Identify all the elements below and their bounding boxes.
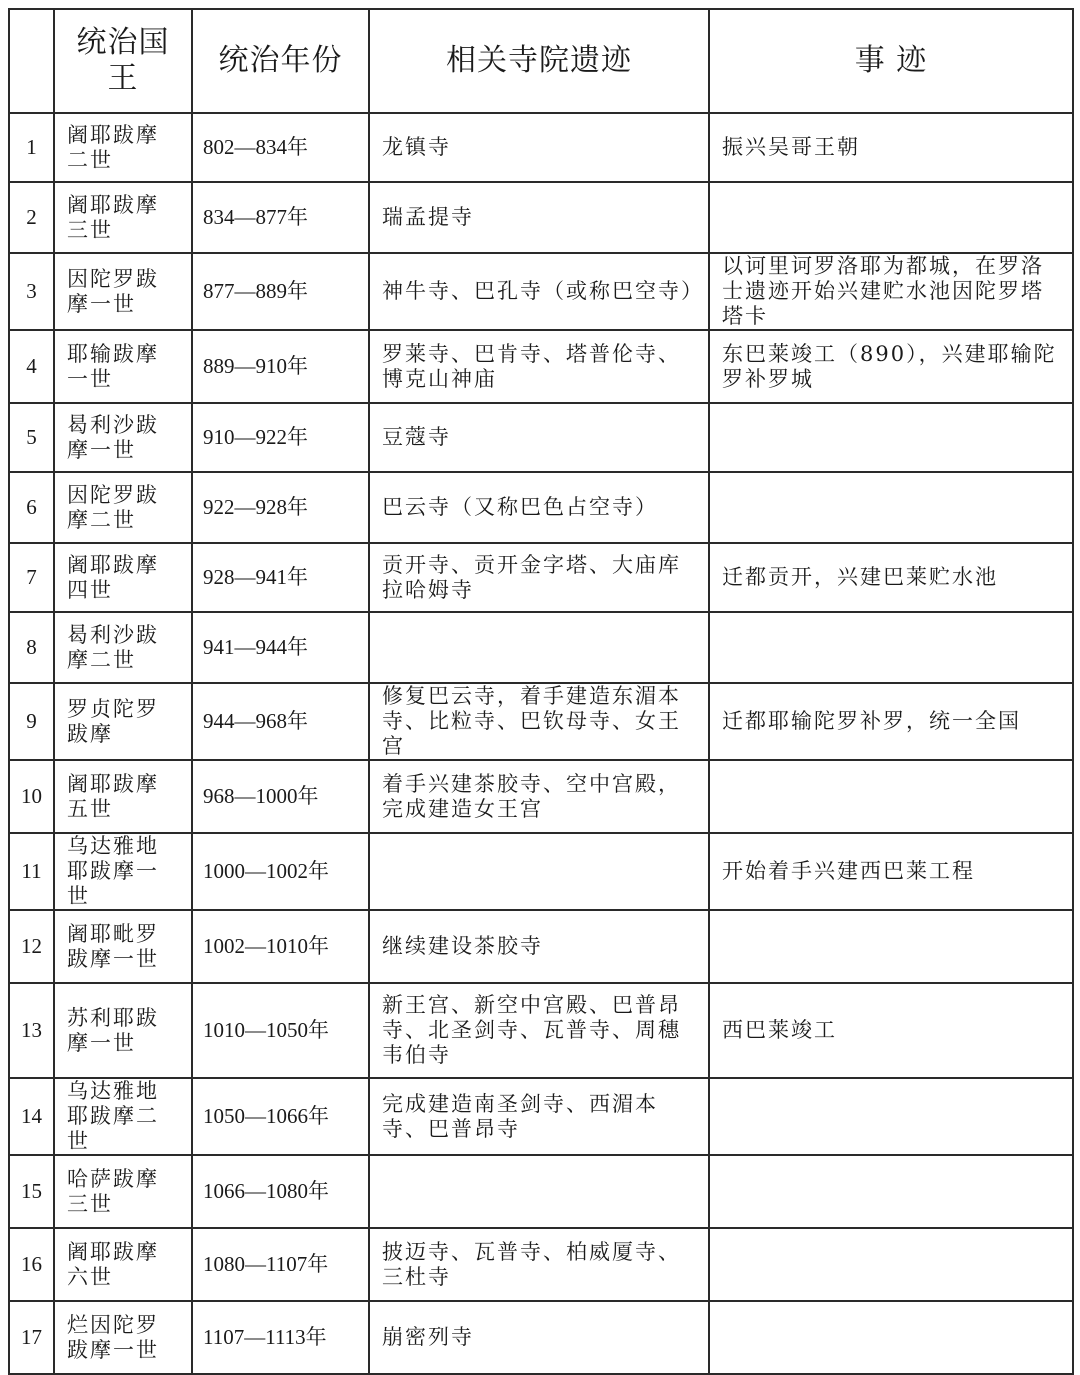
row-temples: 崩密列寺 [369,1301,709,1374]
row-deeds [709,472,1073,543]
row-years: 1107—1113年 [192,1301,369,1374]
table-row [9,612,1073,683]
row-king: 苏利耶跋摩一世 [54,983,192,1078]
row-temples: 龙镇寺 [369,113,709,182]
header-deeds: 事 迹 [709,9,1073,113]
row-temples: 新王宫、新空中宫殿、巴普昂寺、北圣剑寺、瓦普寺、周穗韦伯寺 [369,983,709,1078]
table-row [9,330,1073,403]
row-temples: 披迈寺、瓦普寺、柏威厦寺、三杜寺 [369,1228,709,1301]
table-row [9,543,1073,612]
table-row [9,113,1073,182]
row-index: 7 [9,543,54,612]
row-deeds [709,612,1073,683]
row-index: 11 [9,833,54,910]
row-king: 曷利沙跋摩二世 [54,612,192,683]
row-temples: 继续建设茶胶寺 [369,910,709,983]
row-index: 3 [9,253,54,330]
row-deeds: 迁都耶输陀罗补罗，统一全国 [709,683,1073,760]
row-years: 1010—1050年 [192,983,369,1078]
header-temples: 相关寺院遗迹 [369,9,709,113]
row-deeds [709,910,1073,983]
row-deeds [709,403,1073,472]
row-index: 2 [9,182,54,253]
row-years: 834—877年 [192,182,369,253]
table-row [9,760,1073,833]
row-years: 877—889年 [192,253,369,330]
row-king: 阇耶跋摩五世 [54,760,192,833]
row-index: 6 [9,472,54,543]
row-years: 889—910年 [192,330,369,403]
row-king: 哈萨跋摩三世 [54,1155,192,1228]
row-temples: 着手兴建茶胶寺、空中宫殿，完成建造女王宫 [369,760,709,833]
row-temples: 巴云寺（又称巴色占空寺） [369,472,709,543]
row-deeds: 迁都贡开，兴建巴莱贮水池 [709,543,1073,612]
row-king: 阇耶跋摩六世 [54,1228,192,1301]
header-row [9,9,1073,113]
row-king: 罗贞陀罗跋摩 [54,683,192,760]
row-temples [369,1155,709,1228]
row-temples: 罗莱寺、巴肯寺、塔普伦寺、博克山神庙 [369,330,709,403]
row-index: 13 [9,983,54,1078]
row-temples: 瑞孟提寺 [369,182,709,253]
table-header [9,9,1073,113]
table-row [9,403,1073,472]
table-row [9,253,1073,330]
row-deeds: 以诃里诃罗洛耶为都城，在罗洛士遗迹开始兴建贮水池因陀罗塔塔卡 [709,253,1073,330]
table-row [9,983,1073,1078]
row-temples [369,612,709,683]
row-index: 8 [9,612,54,683]
row-king: 耶输跋摩一世 [54,330,192,403]
row-deeds [709,760,1073,833]
row-king: 烂因陀罗跋摩一世 [54,1301,192,1374]
table-row [9,833,1073,910]
table-row [9,1228,1073,1301]
row-deeds [709,1228,1073,1301]
row-index: 12 [9,910,54,983]
row-temples [369,833,709,910]
row-deeds [709,182,1073,253]
row-deeds: 东巴莱竣工（890），兴建耶输陀罗补罗城 [709,330,1073,403]
table-row [9,910,1073,983]
row-index: 15 [9,1155,54,1228]
header-king: 统治国王 [54,9,192,113]
header-index [9,9,54,113]
table-row [9,1078,1073,1155]
row-king: 乌达雅地耶跋摩一世 [54,833,192,910]
row-years: 1066—1080年 [192,1155,369,1228]
table-row [9,1301,1073,1374]
row-deeds: 西巴莱竣工 [709,983,1073,1078]
row-index: 10 [9,760,54,833]
row-years: 910—922年 [192,403,369,472]
row-index: 1 [9,113,54,182]
row-king: 阇耶跋摩三世 [54,182,192,253]
table-row [9,472,1073,543]
row-temples: 贡开寺、贡开金字塔、大庙库拉哈姆寺 [369,543,709,612]
row-king: 乌达雅地耶跋摩二世 [54,1078,192,1155]
row-years: 941—944年 [192,612,369,683]
row-king: 曷利沙跋摩一世 [54,403,192,472]
table-row [9,683,1073,760]
row-years: 968—1000年 [192,760,369,833]
row-deeds [709,1155,1073,1228]
table-row [9,182,1073,253]
row-index: 14 [9,1078,54,1155]
row-years: 1080—1107年 [192,1228,369,1301]
row-temples: 神牛寺、巴孔寺（或称巴空寺） [369,253,709,330]
row-king: 因陀罗跋摩二世 [54,472,192,543]
row-index: 4 [9,330,54,403]
kings-table [8,8,1074,1375]
table-row [9,1155,1073,1228]
row-deeds: 开始着手兴建西巴莱工程 [709,833,1073,910]
row-index: 5 [9,403,54,472]
row-years: 1002—1010年 [192,910,369,983]
row-temples: 修复巴云寺，着手建造东湄本寺、比粒寺、巴钦母寺、女王宫 [369,683,709,760]
row-deeds: 振兴吴哥王朝 [709,113,1073,182]
row-deeds [709,1078,1073,1155]
header-years: 统治年份 [192,9,369,113]
row-index: 16 [9,1228,54,1301]
row-king: 阇耶毗罗跋摩一世 [54,910,192,983]
row-years: 944—968年 [192,683,369,760]
row-years: 1000—1002年 [192,833,369,910]
row-temples: 豆蔻寺 [369,403,709,472]
row-years: 802—834年 [192,113,369,182]
row-years: 928—941年 [192,543,369,612]
row-king: 阇耶跋摩二世 [54,113,192,182]
row-years: 1050—1066年 [192,1078,369,1155]
row-temples: 完成建造南圣剑寺、西湄本寺、巴普昂寺 [369,1078,709,1155]
row-years: 922—928年 [192,472,369,543]
table-body [9,113,1073,1374]
row-index: 17 [9,1301,54,1374]
row-deeds [709,1301,1073,1374]
row-king: 阇耶跋摩四世 [54,543,192,612]
row-king: 因陀罗跋摩一世 [54,253,192,330]
row-index: 9 [9,683,54,760]
